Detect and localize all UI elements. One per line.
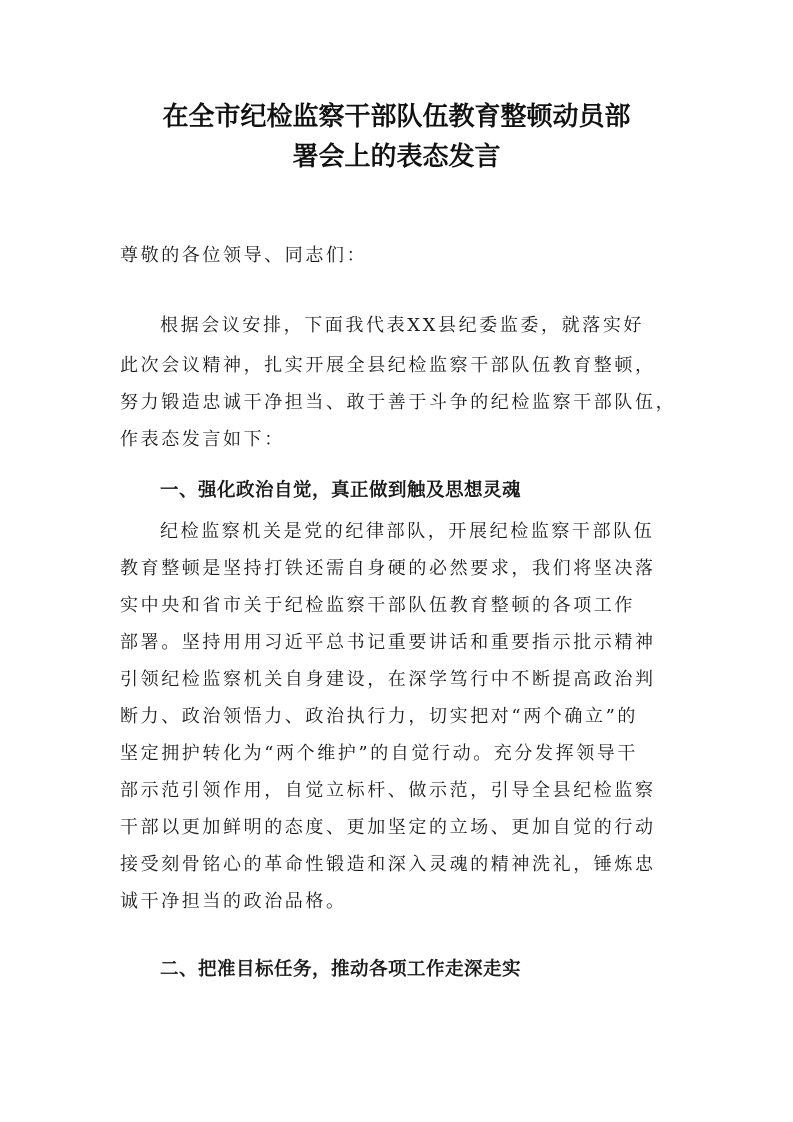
section-1-line: 断力、政治领悟力、政治执行力，切实把对“两个确立”的 [120, 706, 639, 727]
section-1-line: 部示范引领作用，自觉立标杆、做示范，引导全县纪检监察 [120, 780, 656, 801]
section-1-line: 部署。坚持用用习近平总书记重要讲话和重要指示批示精神 [120, 632, 656, 653]
section-1-line: 引领纪检监察机关自身建设，在深学笃行中不断提高政治判 [120, 669, 656, 690]
section-2-heading: 二、把准目标任务，推动各项工作走深走实 [160, 959, 522, 980]
section-1-line: 接受刻骨铭心的革命性锻造和深入灵魂的精神洗礼，锤炼忠 [120, 854, 656, 875]
section-1-line: 干部以更加鲜明的态度、更加坚定的立场、更加自觉的行动 [120, 817, 656, 838]
intro-line: 此次会议精神，扎实开展全县纪检监察干部队伍教育整顿， [120, 355, 656, 376]
intro-line: 根据会议安排，下面我代表XX县纪委监委，就落实好 [160, 315, 645, 336]
section-1-line: 坚定拥护转化为“两个维护”的自觉行动。充分发挥领导干 [120, 743, 639, 764]
intro-line: 作表态发言如下： [120, 429, 285, 450]
document-title-line-2: 署会上的表态发言 [292, 142, 501, 172]
section-1-line: 实中央和省市关于纪检监察干部队伍教育整顿的各项工作 [120, 595, 635, 616]
document-title-line-1: 在全市纪检监察干部队伍教育整顿动员部 [162, 102, 631, 132]
salutation: 尊敬的各位领导、同志们： [120, 245, 368, 266]
section-1-line: 纪检监察机关是党的纪律部队，开展纪检监察干部队伍 [160, 521, 655, 542]
section-1-heading: 一、强化政治自觉，真正做到触及思想灵魂 [160, 480, 522, 501]
section-1-line: 教育整顿是坚持打铁还需自身硬的必然要求，我们将坚决落 [120, 558, 656, 579]
intro-line: 努力锻造忠诚干净担当、敢于善于斗争的纪检监察干部队伍， [120, 392, 677, 413]
section-1-line: 诚干净担当的政治品格。 [120, 891, 347, 912]
